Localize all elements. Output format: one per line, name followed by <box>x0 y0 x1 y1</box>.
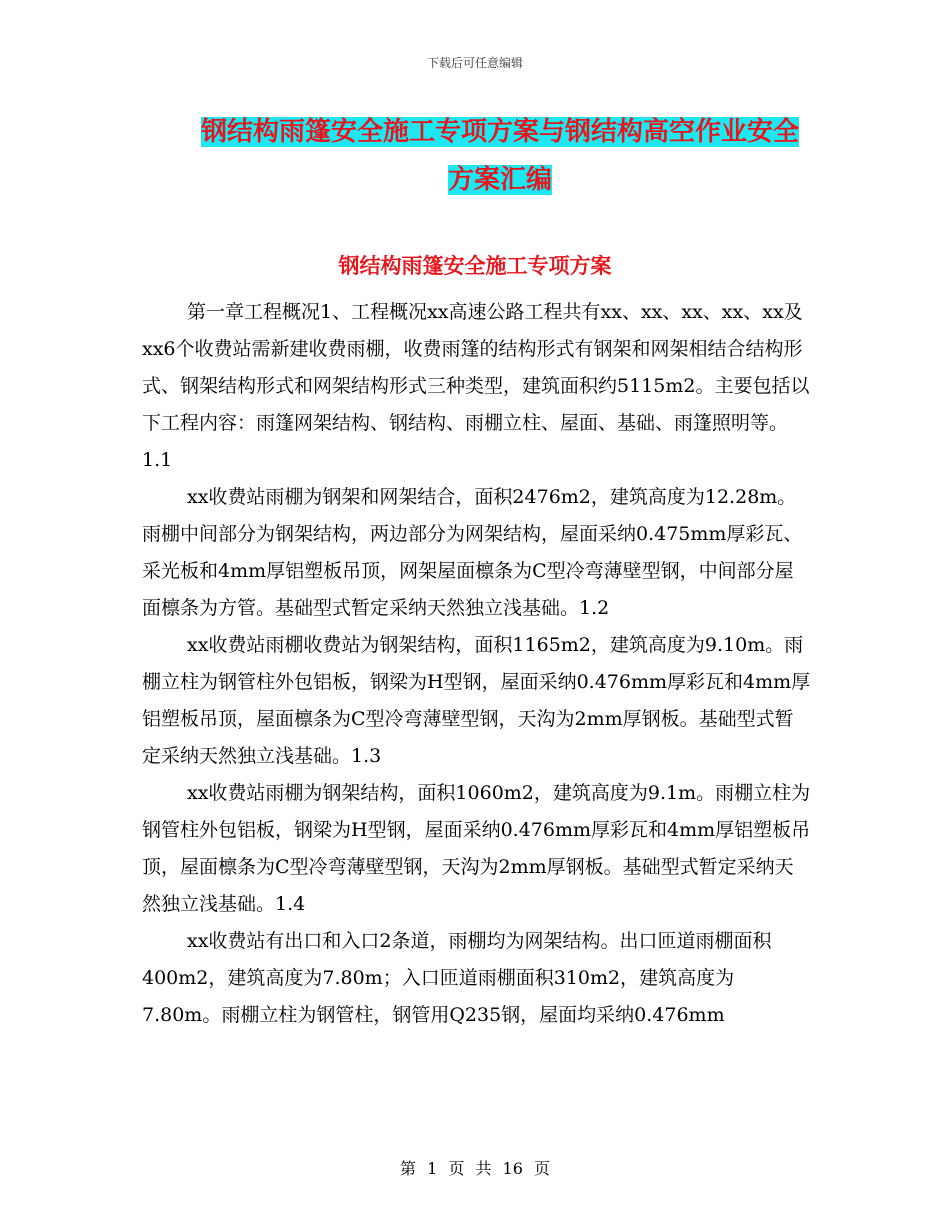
document-title-line-2: 方案汇编 <box>447 165 552 195</box>
paragraph: 第一章工程概况1、工程概况xx高速公路工程共有xx、xx、xx、xx、xx及xx6个收费站需新建收费雨棚，收费雨篷的结构形式有钢架和网架相结合结构形式、钢架结构形式和网架结构形式三种类型，建筑面积约5115m2。主要包括以下工程内容：雨篷网架结构、钢结构、雨棚立柱、屋面、基础、雨篷照明等。1.1 <box>142 301 810 471</box>
paragraph: xx收费站有出口和入口2条道，雨棚均为网架结构。出口匝道雨棚面积400m2，建筑高度为7.80m；入口匝道雨棚面积310m2，建筑高度为7.80m。雨棚立柱为钢管柱，钢管用Q235钢，屋面均采纳0.476mm <box>142 930 772 1026</box>
document-title <box>120 108 880 204</box>
section-title: 钢结构雨篷安全施工专项方案 <box>338 253 612 278</box>
paragraph: xx收费站雨棚收费站为钢架结构，面积1165m2，建筑高度为9.10m。雨棚立柱为钢管柱外包铝板，钢梁为H型钢，屋面采纳0.476mm厚彩瓦和4mm厚铝塑板吊顶，屋面檩条为C型冷弯薄壁型钢，天沟为2mm厚钢板。基础型式暂定采纳天然独立浅基础。1.3 <box>142 634 811 767</box>
page-footer: 第 1 页 共 16 页 <box>400 1159 550 1178</box>
paragraph: xx收费站雨棚为钢架结构，面积1060m2，建筑高度为9.1m。雨棚立柱为钢管柱外包铝板，钢梁为H型钢，屋面采纳0.476mm厚彩瓦和4mm厚铝塑板吊顶，屋面檩条为C型冷弯薄壁型钢，天沟为2mm厚钢板。基础型式暂定采纳天然独立浅基础。1.4 <box>142 782 811 915</box>
document-title-line-1: 钢结构雨篷安全施工专项方案与钢结构高空作业安全 <box>200 117 799 147</box>
document-body <box>142 294 812 1034</box>
paragraph: xx收费站雨棚为钢架和网架结合，面积2476m2，建筑高度为12.28m。雨棚中间部分为钢架结构，两边部分为网架结构，屋面采纳0.475mm厚彩瓦、采光板和4mm厚铝塑板吊顶，网架屋面檩条为C型冷弯薄壁型钢，中间部分屋面檩条为方管。基础型式暂定采纳天然独立浅基础。1.2 <box>142 486 803 619</box>
header-note: 下载后可任意编辑 <box>426 56 523 70</box>
